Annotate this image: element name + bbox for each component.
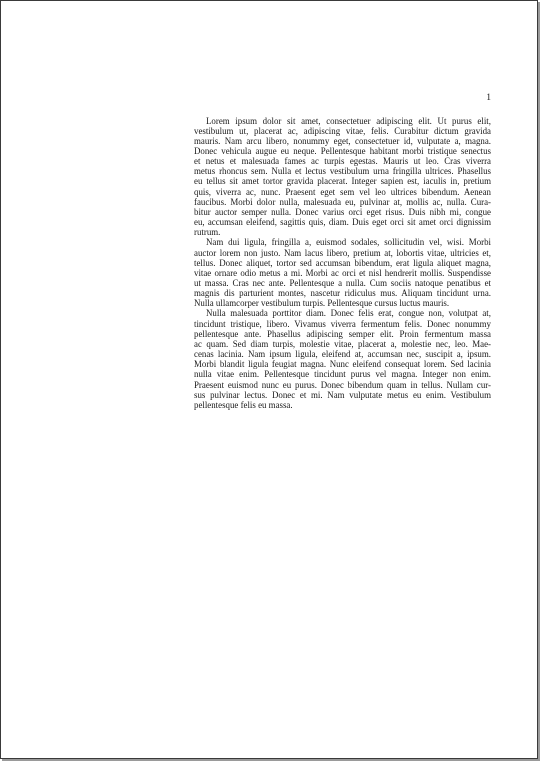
text-line: eu tellus sit amet tortor gravida placerat. Integer sapien est, iaculis in, pretium: [194, 176, 491, 187]
text-line: sus pulvinar lectus. Donec et mi. Nam vulputate metus eu enim. Vestibulum: [194, 389, 491, 400]
text-line: rutrum.: [194, 227, 221, 238]
text-line: nulla vitae enim. Pellentesque tincidunt purus vel magna. Integer non enim.: [194, 369, 491, 380]
text-line: metus rhoncus sem. Nulla et lectus vestibulum urna fringilla ultrices. Phasellus: [194, 166, 491, 177]
text-line: Nam dui ligula, fringilla a, euismod sodales, sollicitudin vel, wisi. Morbi: [206, 237, 491, 248]
text-line: tincidunt tristique, libero. Vivamus viverra fermentum felis. Donec nonummy: [194, 318, 491, 329]
text-line: Morbi blandit ligula feugiat magna. Nunc eleifend consequat lorem. Sed lacinia: [194, 359, 491, 370]
text-line: cenas lacinia. Nam ipsum ligula, eleifend at, accumsan nec, suscipit a, ipsum.: [194, 349, 491, 360]
text-line: vestibulum ut, placerat ac, adipiscing vitae, felis. Curabitur dictum gravida: [194, 125, 491, 136]
text-line: mauris. Nam arcu libero, nonummy eget, consectetuer id, vulputate a, magna.: [194, 135, 491, 146]
text-line: tellus. Donec aliquet, tortor sed accumsan bibendum, erat ligula aliquet magna,: [194, 257, 491, 268]
text-line: faucibus. Morbi dolor nulla, malesuada eu, pulvinar at, mollis ac, nulla. Cura-: [194, 196, 491, 207]
text-line: auctor lorem non justo. Nam lacus libero, pretium at, lobortis vitae, ultricies et,: [194, 247, 491, 258]
text-line: pellentesque felis eu massa.: [194, 399, 293, 410]
text-line: bitur auctor semper nulla. Donec varius orci eget risus. Duis nibh mi, congue: [194, 206, 491, 217]
paragraph-2: [182, 237, 491, 308]
text-line: pellentesque ante. Phasellus adipiscing semper elit. Proin fermentum massa: [194, 328, 491, 339]
text-line: Lorem ipsum dolor sit amet, consectetuer adipiscing elit. Ut purus elit,: [206, 115, 491, 126]
body-text: [182, 116, 491, 411]
page-number: 1: [486, 92, 491, 103]
paragraph-3: [182, 308, 491, 410]
paragraph-1: [182, 116, 491, 238]
text-line: ut massa. Cras nec ante. Pellentesque a nulla. Cum sociis natoque penatibus et: [194, 278, 491, 288]
text-line: Donec vehicula augue eu neque. Pellentesque habitant morbi tristique senectus: [194, 145, 491, 156]
text-line: magnis dis parturient montes, nascetur ridiculus mus. Aliquam tincidunt urna.: [194, 288, 491, 299]
text-line: Nulla malesuada porttitor diam. Donec felis erat, congue non, volutpat at,: [206, 308, 491, 319]
text-line: Nulla ullamcorper vestibulum turpis. Pellentesque cursus luctus mauris.: [194, 298, 450, 309]
text-line: quis, viverra ac, nunc. Praesent eget sem vel leo ultrices bibendum. Aenean: [194, 186, 491, 197]
text-line: ac quam. Sed diam turpis, molestie vitae, placerat a, molestie nec, leo. Mae-: [194, 338, 491, 349]
text-line: eu, accumsan eleifend, sagittis quis, diam. Duis eget orci sit amet orci dignissim: [194, 217, 491, 228]
text-line: Praesent euismod nunc eu purus. Donec bibendum quam in tellus. Nullam cur-: [194, 379, 491, 390]
text-line: vitae ornare odio metus a mi. Morbi ac orci et nisl hendrerit mollis. Suspendisse: [194, 267, 491, 278]
text-line: et netus et malesuada fames ac turpis egestas. Mauris ut leo. Cras viverra: [194, 156, 491, 167]
